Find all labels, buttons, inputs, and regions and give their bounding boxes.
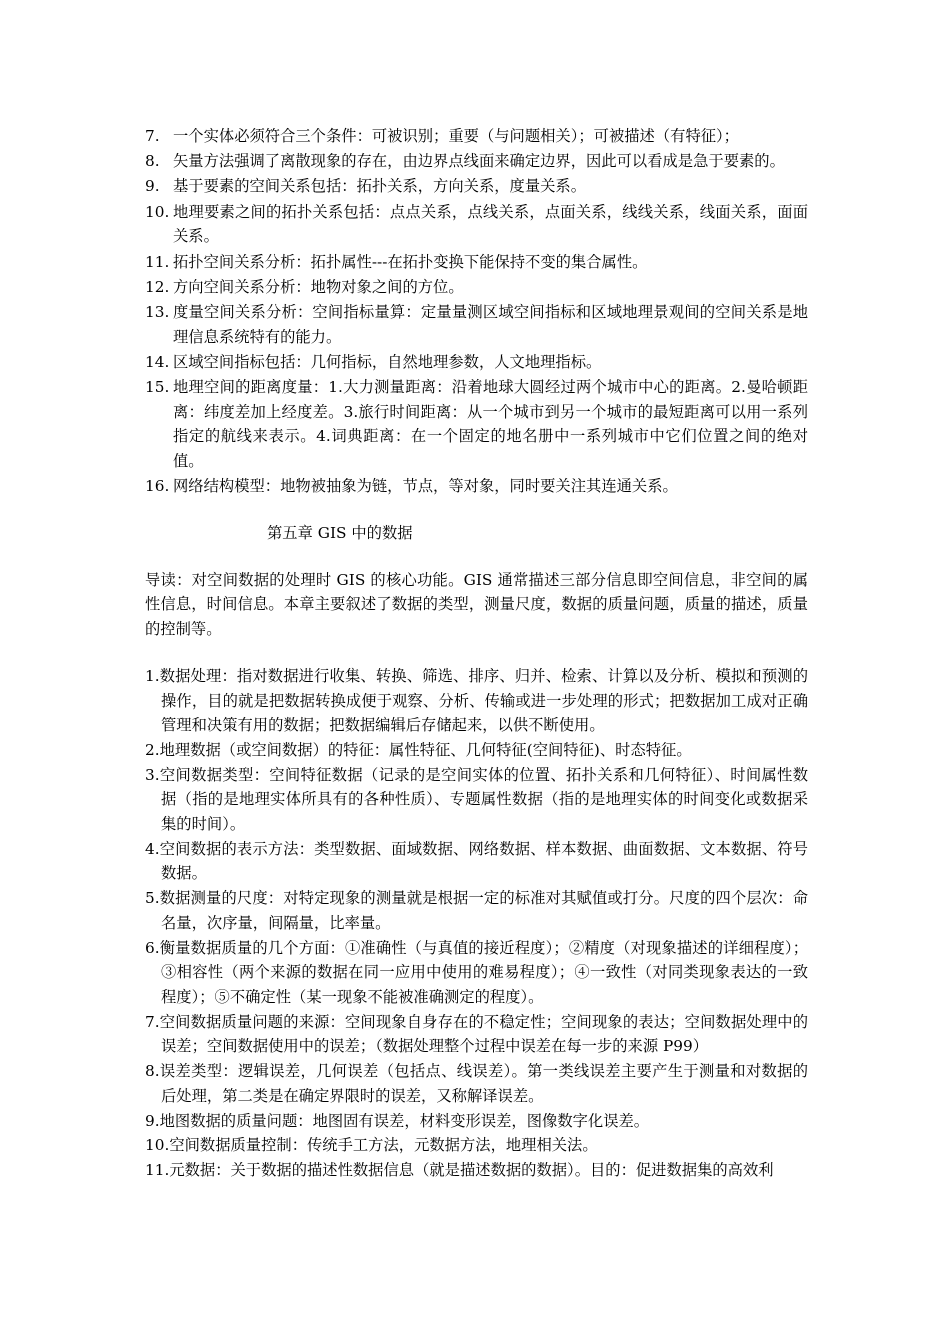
list-item: 4.空间数据的表示方法：类型数据、面域数据、网络数据、样本数据、曲面数据、文本数据、符号数据。 bbox=[145, 839, 808, 883]
list-item: 8.误差类型：逻辑误差，几何误差（包括点、线误差）。第一类线误差主要产生于测量和对数据的后处理，第二类是在确定界限时的误差，又称解译误差。 bbox=[145, 1062, 808, 1105]
list-item bbox=[145, 250, 808, 275]
item-number: 15. bbox=[145, 378, 170, 397]
list-item: 6.衡量数据质量的几个方面：①准确性（与真值的接近程度）；②精度（对现象描述的详细程度）；③相容性（两个来源的数据在同一应用中使用的难易程度）；④一致性（对同类现象表达的一致程度）；⑤不确定性（某一现象不能被准确测定的程度）。 bbox=[145, 938, 808, 1006]
item-text: 网络结构模型：地物被抽象为链，节点，等对象，同时要关注其连通关系。 bbox=[173, 477, 678, 496]
item-text: 方向空间关系分析：地物对象之间的方位。 bbox=[173, 277, 464, 296]
list-item bbox=[145, 174, 808, 199]
item-number: 7. bbox=[145, 127, 160, 145]
list-item: 2.地理数据（或空间数据）的特征：属性特征、几何特征(空间特征)、时态特征。 bbox=[145, 740, 692, 759]
item-text: 基于要素的空间关系包括：拓扑关系，方向关系，度量关系。 bbox=[173, 177, 587, 196]
item-number: 11. bbox=[145, 252, 170, 271]
item-number: 13. bbox=[145, 302, 170, 321]
list-item bbox=[145, 275, 808, 300]
list-item bbox=[145, 149, 808, 174]
intro-paragraph: 导读：对空间数据的处理时 GIS 的核心功能。GIS 通常描述三部分信息即空间信息，非空间的属性信息，时间信息。本章主要叙述了数据的类型，测量尺度，数据的质量问题，质量的描述，质量的控制等。 bbox=[145, 570, 808, 639]
item-text: 拓扑空间关系分析：拓扑属性---在拓扑变换下能保持不变的集合属性。 bbox=[173, 252, 648, 271]
list-item: 7.空间数据质量问题的来源：空间现象自身存在的不稳定性；空间现象的表达；空间数据处理中的误差；空间数据使用中的误差；（数据处理整个过程中误差在每一步的来源 P99） bbox=[145, 1012, 808, 1056]
item-number: 9. bbox=[145, 177, 160, 196]
document-page bbox=[145, 124, 808, 1183]
list-item: 9.地图数据的质量问题：地图固有误差，材料变形误差，图像数字化误差。 bbox=[145, 1111, 650, 1130]
list-item bbox=[145, 300, 808, 349]
item-number: 14. bbox=[145, 352, 170, 371]
item-text: 区域空间指标包括：几何指标，自然地理参数，人文地理指标。 bbox=[173, 352, 602, 371]
numbered-list-1 bbox=[145, 124, 808, 499]
list-item: 11.元数据：关于数据的描述性数据信息（就是描述数据的数据）。目的：促进数据集的高效利 bbox=[145, 1160, 774, 1179]
list-item bbox=[145, 200, 808, 249]
list-item: 5.数据测量的尺度：对特定现象的测量就是根据一定的标准对其赋值或打分。尺度的四个层次：命名量，次序量，间隔量，比率量。 bbox=[145, 889, 808, 932]
list-item: 10.空间数据质量控制：传统手工方法，元数据方法，地理相关法。 bbox=[145, 1136, 598, 1155]
item-number: 8. bbox=[145, 152, 160, 171]
list-item bbox=[145, 124, 808, 149]
list-item: 1.数据处理：指对数据进行收集、转换、筛选、排序、归并、检索、计算以及分析、模拟和预测的操作，目的就是把数据转换成便于观察、分析、传输或进一步处理的形式；把数据加工成对正确管理和决策有用的数据；把数据编辑后存储起来，以供不断使用。 bbox=[145, 666, 808, 735]
chapter-title: 第五章 GIS 中的数据 bbox=[267, 524, 413, 543]
item-number: 10. bbox=[145, 202, 170, 221]
list-item bbox=[145, 474, 808, 499]
item-text: 地理要素之间的拓扑关系包括：点点关系，点线关系，点面关系，线线关系，线面关系，面面关系。 bbox=[173, 202, 808, 246]
item-number: 12. bbox=[145, 277, 170, 296]
list-item bbox=[145, 350, 808, 375]
item-text: 一个实体必须符合三个条件：可被识别；重要（与问题相关）；可被描述（有特征）； bbox=[173, 127, 739, 145]
item-text: 地理空间的距离度量：1.大力测量距离：沿着地球大圆经过两个城市中心的距离。2.曼哈顿距离：纬度差加上经度差。3.旅行时间距离：从一个城市到另一个城市的最短距离可以用一系列指定的航线来表示。4.词典距离：在一个固定的地名册中一系列城市中它们位置之间的绝对值。 bbox=[173, 378, 808, 471]
item-text: 度量空间关系分析：空间指标量算：定量量测区域空间指标和区域地理景观间的空间关系是地理信息系统特有的能力。 bbox=[173, 302, 808, 346]
list-item: 3.空间数据类型：空间特征数据（记录的是空间实体的位置、拓扑关系和几何特征）、时间属性数据（指的是地理实体所具有的各种性质）、专题属性数据（指的是地理实体的时间变化或数据采集的时间）。 bbox=[145, 765, 808, 834]
item-text: 矢量方法强调了离散现象的存在，由边界点线面来确定边界，因此可以看成是急于要素的。 bbox=[173, 152, 785, 171]
numbered-list-2 bbox=[145, 664, 808, 1183]
list-item bbox=[145, 375, 808, 474]
item-number: 16. bbox=[145, 477, 170, 496]
